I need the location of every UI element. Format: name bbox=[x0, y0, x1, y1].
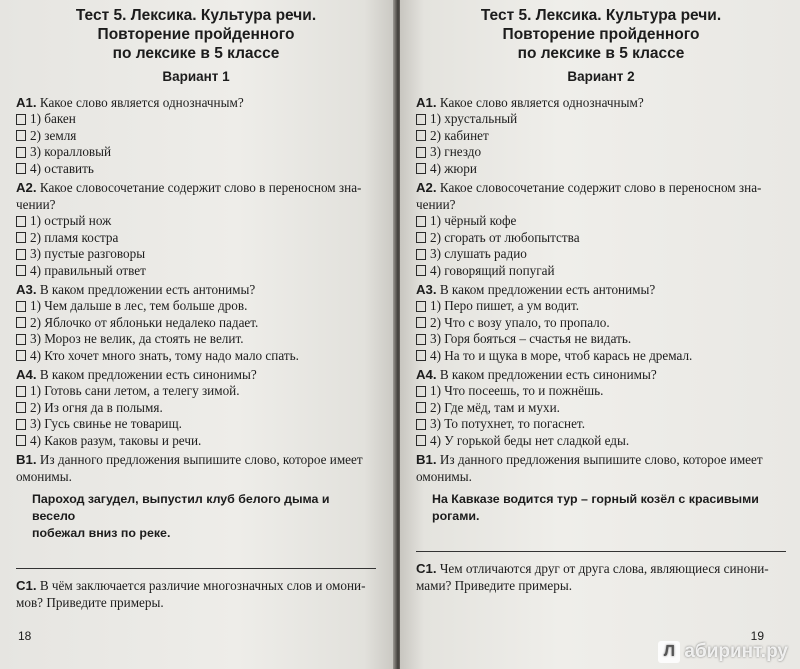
answer-option[interactable]: 3) пустые разговоры bbox=[16, 246, 376, 263]
test-title-line-3: по лексике в 5 классе bbox=[112, 45, 280, 62]
checkbox[interactable] bbox=[16, 265, 26, 276]
question-a2: А2. Какое словосочетание содержит слово в переносном зна- чении? bbox=[416, 180, 762, 212]
checkbox[interactable] bbox=[416, 216, 426, 227]
checkbox[interactable] bbox=[416, 114, 426, 125]
answer-option[interactable]: 1) Перо пишет, а ум водит. bbox=[416, 298, 786, 315]
checkbox[interactable] bbox=[16, 232, 26, 243]
watermark-text: абиринт.ру bbox=[684, 641, 788, 662]
b1-sentence: Пароход загудел, выпустил клуб белого дыма и весело побежал вниз по реке. bbox=[32, 492, 330, 540]
checkbox[interactable] bbox=[16, 386, 26, 397]
answer-option[interactable]: 1) Готовь сани летом, а телегу зимой. bbox=[16, 383, 376, 400]
checkbox[interactable] bbox=[16, 334, 26, 345]
test-title-line-2: Повторение пройденного bbox=[502, 26, 700, 43]
answer-option[interactable]: 2) пламя костра bbox=[16, 230, 376, 247]
answer-option[interactable]: 2) земля bbox=[16, 128, 376, 145]
checkbox[interactable] bbox=[16, 317, 26, 328]
answer-line[interactable] bbox=[416, 551, 786, 552]
answer-option[interactable]: 3) гнездо bbox=[416, 144, 786, 161]
answer-option[interactable]: 4) У горькой беды нет сладкой еды. bbox=[416, 433, 786, 450]
question-b1: В1. Из данного предложения выпишите слово, которое имеет омонимы. bbox=[16, 452, 363, 484]
right-page bbox=[400, 0, 800, 669]
checkbox[interactable] bbox=[16, 163, 26, 174]
answer-option[interactable]: 4) Кто хочет много знать, тому надо мало спать. bbox=[16, 348, 376, 365]
test-title-line-2: Повторение пройденного bbox=[97, 26, 295, 43]
left-page bbox=[0, 0, 396, 669]
checkbox[interactable] bbox=[416, 163, 426, 174]
checkbox[interactable] bbox=[16, 130, 26, 141]
answer-option[interactable]: 1) бакен bbox=[16, 111, 376, 128]
checkbox[interactable] bbox=[16, 301, 26, 312]
checkbox[interactable] bbox=[16, 350, 26, 361]
page-number: 19 bbox=[750, 629, 764, 643]
labirint-watermark bbox=[658, 641, 788, 663]
checkbox[interactable] bbox=[416, 419, 426, 430]
checkbox[interactable] bbox=[16, 249, 26, 260]
answer-option[interactable]: 3) Горя бояться – счастья не видать. bbox=[416, 331, 786, 348]
test-title-line-1: Тест 5. Лексика. Культура речи. bbox=[480, 7, 722, 24]
answer-option[interactable]: 2) Где мёд, там и мухи. bbox=[416, 400, 786, 417]
variant-heading: Вариант 2 bbox=[567, 69, 635, 84]
checkbox[interactable] bbox=[416, 350, 426, 361]
answer-option[interactable]: 2) Из огня да в полымя. bbox=[16, 400, 376, 417]
checkbox[interactable] bbox=[416, 386, 426, 397]
checkbox[interactable] bbox=[416, 147, 426, 158]
question-a3: А3. В каком предложении есть антонимы? bbox=[416, 282, 656, 297]
answer-option[interactable]: 1) Что посеешь, то и пожнёшь. bbox=[416, 383, 786, 400]
answer-option[interactable]: 4) правильный ответ bbox=[16, 263, 376, 280]
question-b1: В1. Из данного предложения выпишите слово, которое имеет омонимы. bbox=[416, 452, 763, 484]
answer-option[interactable]: 3) То потухнет, то погаснет. bbox=[416, 416, 786, 433]
answer-option[interactable]: 2) Что с возу упало, то пропало. bbox=[416, 315, 786, 332]
answer-option[interactable]: 4) оставить bbox=[16, 161, 376, 178]
question-a3: А3. В каком предложении есть антонимы? bbox=[16, 282, 256, 297]
answer-option[interactable]: 4) Каков разум, таковы и речи. bbox=[16, 433, 376, 450]
question-a2: А2. Какое словосочетание содержит слово в переносном зна- чении? bbox=[16, 180, 362, 212]
answer-option[interactable]: 3) коралловый bbox=[16, 144, 376, 161]
page-number: 18 bbox=[18, 629, 32, 643]
checkbox[interactable] bbox=[16, 435, 26, 446]
checkbox[interactable] bbox=[16, 147, 26, 158]
checkbox[interactable] bbox=[416, 301, 426, 312]
labirint-logo-icon: Л bbox=[658, 641, 680, 663]
test-title-line-1: Тест 5. Лексика. Культура речи. bbox=[75, 7, 317, 24]
answer-option[interactable]: 1) острый нож bbox=[16, 213, 376, 230]
answer-option[interactable]: 1) Чем дальше в лес, тем больше дров. bbox=[16, 298, 376, 315]
checkbox[interactable] bbox=[416, 435, 426, 446]
variant-heading: Вариант 1 bbox=[162, 69, 230, 84]
checkbox[interactable] bbox=[416, 265, 426, 276]
answer-option[interactable]: 4) жюри bbox=[416, 161, 786, 178]
checkbox[interactable] bbox=[16, 216, 26, 227]
answer-option[interactable]: 3) слушать радио bbox=[416, 246, 786, 263]
question-a1: А1. Какое слово является однозначным? bbox=[16, 95, 244, 110]
answer-option[interactable]: 1) хрустальный bbox=[416, 111, 786, 128]
answer-option[interactable]: 1) чёрный кофе bbox=[416, 213, 786, 230]
question-a4: А4. В каком предложении есть синонимы? bbox=[16, 367, 257, 382]
checkbox[interactable] bbox=[16, 419, 26, 430]
checkbox[interactable] bbox=[416, 334, 426, 345]
question-a1: А1. Какое слово является однозначным? bbox=[416, 95, 644, 110]
b1-sentence: На Кавказе водится тур – горный козёл с красивыми рогами. bbox=[432, 492, 759, 523]
checkbox[interactable] bbox=[16, 402, 26, 413]
test-title-line-3: по лексике в 5 классе bbox=[517, 45, 685, 62]
checkbox[interactable] bbox=[416, 130, 426, 141]
checkbox[interactable] bbox=[416, 317, 426, 328]
answer-option[interactable]: 3) Гусь свинье не товарищ. bbox=[16, 416, 376, 433]
answer-option[interactable]: 4) говорящий попугай bbox=[416, 263, 786, 280]
answer-option[interactable]: 2) сгорать от любопытства bbox=[416, 230, 786, 247]
answer-option[interactable]: 2) Яблочко от яблоньки недалеко падает. bbox=[16, 315, 376, 332]
answer-option[interactable]: 4) На то и щука в море, чтоб карась не дремал. bbox=[416, 348, 786, 365]
answer-line[interactable] bbox=[16, 568, 376, 569]
answer-option[interactable]: 3) Мороз не велик, да стоять не велит. bbox=[16, 331, 376, 348]
checkbox[interactable] bbox=[416, 249, 426, 260]
answer-option[interactable]: 2) кабинет bbox=[416, 128, 786, 145]
checkbox[interactable] bbox=[416, 402, 426, 413]
checkbox[interactable] bbox=[416, 232, 426, 243]
question-a4: А4. В каком предложении есть синонимы? bbox=[416, 367, 657, 382]
question-c1: С1. В чём заключается различие многозначных слов и омони- мов? Приведите примеры. bbox=[16, 578, 366, 610]
question-c1: С1. Чем отличаются друг от друга слова, являющиеся синони- мами? Приведите примеры. bbox=[416, 561, 769, 593]
checkbox[interactable] bbox=[16, 114, 26, 125]
